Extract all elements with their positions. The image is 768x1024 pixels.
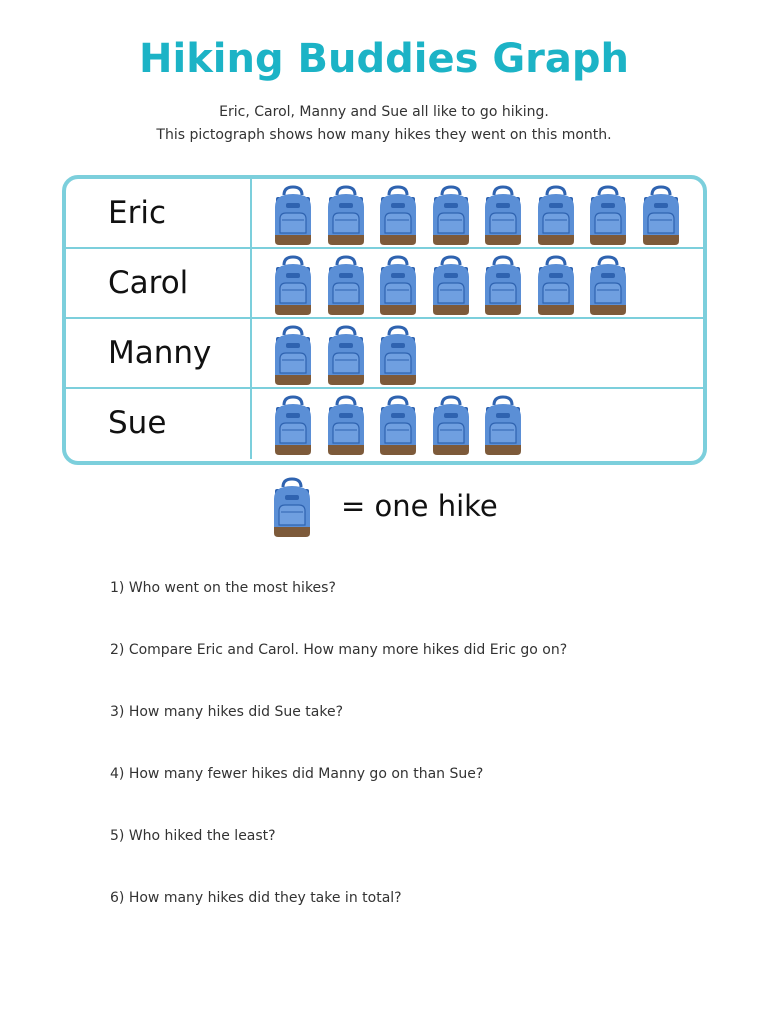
question-item: 2) Compare Eric and Carol. How many more hikes did Eric go on?: [110, 642, 568, 658]
backpack-icon: [535, 185, 577, 247]
backpack-icon: [587, 255, 629, 317]
backpack-icon: [272, 255, 314, 317]
backpack-icon: [272, 185, 314, 247]
backpack-icon: [325, 395, 367, 457]
pictograph-row: [66, 317, 703, 389]
question-item: 4) How many fewer hikes did Manny go on than Sue?: [110, 766, 484, 782]
key-label: = one hike: [341, 489, 498, 523]
category-label: Sue: [108, 405, 167, 441]
pictograph-row: [66, 387, 703, 459]
backpack-icon: [377, 255, 419, 317]
backpack-icon: [377, 325, 419, 387]
backpack-icon: [587, 185, 629, 247]
backpack-icon: [482, 395, 524, 457]
backpack-icon: [272, 325, 314, 387]
backpack-icon: [482, 185, 524, 247]
backpack-icon: [640, 185, 682, 247]
backpack-icon: [482, 255, 524, 317]
category-label: Manny: [108, 335, 212, 371]
pictograph-row: [66, 179, 703, 249]
backpack-icon: [325, 255, 367, 317]
page-title: Hiking Buddies Graph: [139, 36, 629, 82]
question-item: 5) Who hiked the least?: [110, 828, 276, 844]
intro-line-2: This pictograph shows how many hikes they went on this month.: [156, 127, 612, 143]
row-name-cell: [66, 179, 252, 249]
backpack-icon: [377, 395, 419, 457]
backpack-icon: [325, 325, 367, 387]
question-item: 6) How many hikes did they take in total?: [110, 890, 402, 906]
category-label: Eric: [108, 195, 166, 231]
backpack-icon: [430, 185, 472, 247]
question-item: 3) How many hikes did Sue take?: [110, 704, 344, 720]
row-name-cell: [66, 249, 252, 319]
row-name-cell: [66, 319, 252, 389]
backpack-icon: [272, 395, 314, 457]
pictograph-table: [62, 175, 707, 465]
row-name-cell: [66, 389, 252, 459]
category-label: Carol: [108, 265, 189, 301]
backpack-icon: [535, 255, 577, 317]
backpack-icon: [430, 255, 472, 317]
pictograph-key: [271, 477, 531, 539]
backpack-icon: [271, 477, 313, 539]
pictograph-row: [66, 247, 703, 319]
intro-line-1: Eric, Carol, Manny and Sue all like to go hiking.: [219, 104, 549, 120]
backpack-icon: [325, 185, 367, 247]
backpack-icon: [377, 185, 419, 247]
backpack-icon: [430, 395, 472, 457]
question-item: 1) Who went on the most hikes?: [110, 580, 336, 596]
